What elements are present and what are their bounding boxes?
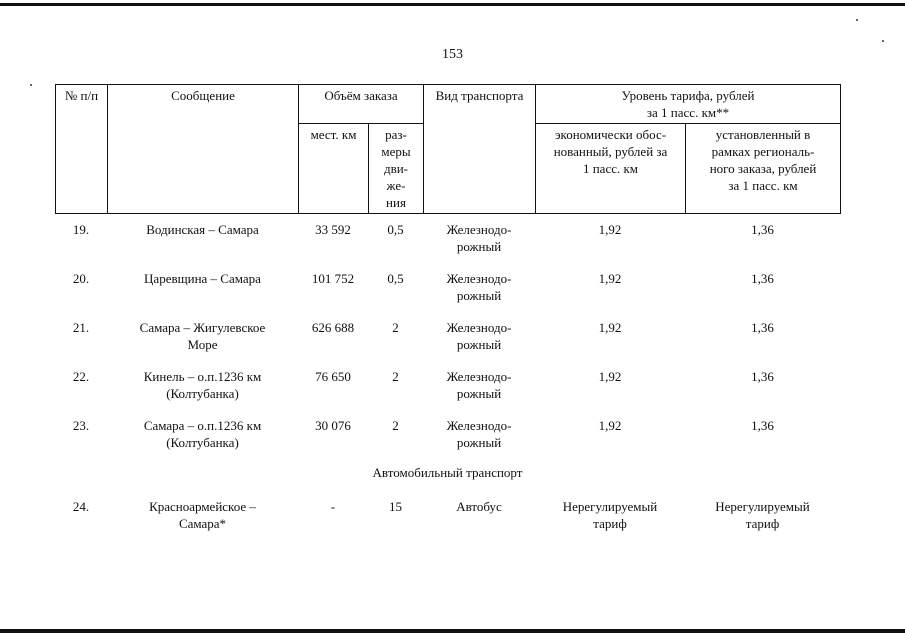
top-rule xyxy=(0,3,905,6)
cell-regional: 1,36 xyxy=(751,418,774,433)
scan-speck xyxy=(882,40,884,42)
cell-transport: Железнодо- рожный xyxy=(446,418,512,450)
cell-economic: 1,92 xyxy=(598,418,622,433)
cell-regional: Нерегулируемый тариф xyxy=(715,499,810,531)
cell-transport: Железнодо- рожный xyxy=(446,271,512,303)
page-number: 153 xyxy=(442,47,463,62)
header-traffic: раз- меры дви- же- ния xyxy=(369,124,424,214)
header-route: Сообщение xyxy=(108,85,299,214)
cell-transport: Железнодо- рожный xyxy=(446,320,512,352)
header-volume: Объём заказа xyxy=(299,85,424,124)
header-transport: Вид транспорта xyxy=(424,85,536,214)
cell-route: Царевщина – Самара xyxy=(144,271,261,286)
cell-economic: Нерегулируемый тариф xyxy=(562,499,658,531)
cell-route: Водинская – Самара xyxy=(146,222,259,237)
cell-traffic: 15 xyxy=(389,499,402,514)
table-row xyxy=(55,417,840,461)
header-regional: установленный в рамках региональ- ного заказа, рублей за 1 пасс. км xyxy=(686,124,841,214)
bottom-rule xyxy=(0,629,905,633)
cell-regional: 1,36 xyxy=(751,222,774,237)
cell-num: 20. xyxy=(72,271,90,286)
section-title: Автомобильный транспорт xyxy=(372,465,523,480)
cell-regional: 1,36 xyxy=(751,271,774,286)
cell-seat-km: 101 752 xyxy=(311,271,355,286)
header-tariff: Уровень тарифа, рублей за 1 пасс. км** xyxy=(536,85,841,124)
scan-speck xyxy=(30,84,32,86)
table-header xyxy=(55,84,841,214)
scan-speck xyxy=(856,19,858,21)
cell-seat-km: - xyxy=(330,499,336,514)
cell-num: 21. xyxy=(72,320,90,335)
header-seat-km: мест. км xyxy=(299,124,369,214)
cell-transport: Железнодо- рожный xyxy=(446,222,512,254)
cell-economic: 1,92 xyxy=(598,222,622,237)
cell-transport: Автобус xyxy=(456,499,502,514)
cell-transport: Железнодо- рожный xyxy=(446,369,512,401)
cell-route: Самара – о.п.1236 км (Колтубанка) xyxy=(143,418,262,450)
header-num: № п/п xyxy=(56,85,108,214)
cell-traffic: 2 xyxy=(392,369,399,384)
cell-traffic: 2 xyxy=(392,418,399,433)
cell-economic: 1,92 xyxy=(598,369,622,384)
cell-seat-km: 626 688 xyxy=(311,320,355,335)
cell-regional: 1,36 xyxy=(751,320,774,335)
table-row xyxy=(55,270,840,314)
table-row xyxy=(55,221,840,265)
table-row xyxy=(55,498,840,542)
cell-traffic: 0,5 xyxy=(387,222,404,237)
cell-economic: 1,92 xyxy=(598,320,622,335)
cell-seat-km: 76 650 xyxy=(315,369,351,384)
table-row xyxy=(55,319,840,363)
cell-traffic: 0,5 xyxy=(387,271,404,286)
header-economic: экономически обос- нованный, рублей за 1 пасс. км xyxy=(536,124,686,214)
cell-traffic: 2 xyxy=(392,320,399,335)
cell-seat-km: 33 592 xyxy=(315,222,351,237)
cell-route: Самара – Жигулевское Море xyxy=(139,320,266,352)
cell-regional: 1,36 xyxy=(751,369,774,384)
cell-seat-km: 30 076 xyxy=(315,418,351,433)
cell-num: 23. xyxy=(72,418,90,433)
cell-num: 24. xyxy=(72,499,90,514)
cell-route: Кинель – о.п.1236 км (Колтубанка) xyxy=(143,369,262,401)
table-row xyxy=(55,368,840,412)
cell-num: 19. xyxy=(72,222,90,237)
cell-economic: 1,92 xyxy=(598,271,622,286)
cell-num: 22. xyxy=(72,369,90,384)
cell-route: Красноармейское – Самара* xyxy=(149,499,256,531)
